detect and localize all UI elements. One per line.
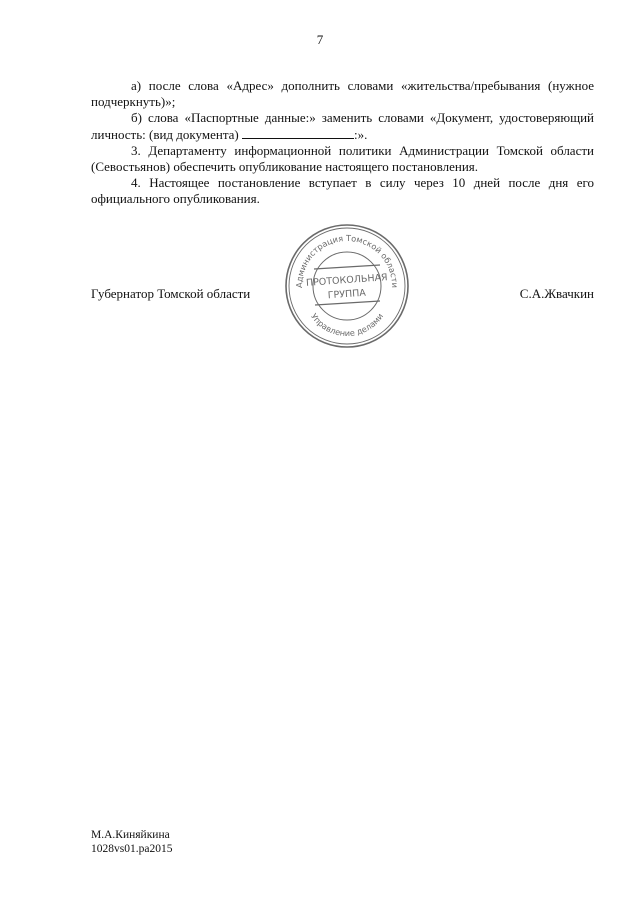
paragraph-b [91, 110, 594, 142]
stamp-ring-bottom: Управление делами [308, 311, 386, 339]
paragraph-a: а) после слова «Адрес» дополнить словами «жительства/пребывания (нужное подчеркнуть)»; [91, 78, 594, 110]
paragraph-b-text: б) слова «Паспортные данные:» заменить словами «Документ, удостоверяющий личность: (вид документа) [91, 110, 594, 142]
blank-field-line [242, 127, 354, 139]
signature-block [91, 286, 594, 304]
page-number: 7 [316, 32, 324, 47]
document-body [91, 78, 594, 208]
stamp-ring-top: Администрация Томской области [293, 232, 401, 289]
paragraph-3: 3. Департаменту информационной политики Администрации Томской области (Севостьянов) обеспечить опубликование настоящего постановления. [91, 142, 594, 175]
stamp-center-line1: ПРОТОКОЛЬНАЯ [305, 272, 388, 289]
footer-info [91, 829, 172, 856]
paragraph-b-tail: :». [354, 126, 368, 142]
document-code: 1028vs01.pa2015 [91, 842, 173, 855]
signatory-title: Губернатор Томской области [91, 286, 251, 301]
stamp-center-line2: ГРУППА [327, 287, 367, 302]
signatory-name: С.А.Жвачкин [519, 286, 594, 301]
executor-name: М.А.Киняйкина [91, 829, 170, 841]
paragraph-4: 4. Настоящее постановление вступает в силу через 10 дней после дня его официального опубликования. [91, 175, 594, 207]
